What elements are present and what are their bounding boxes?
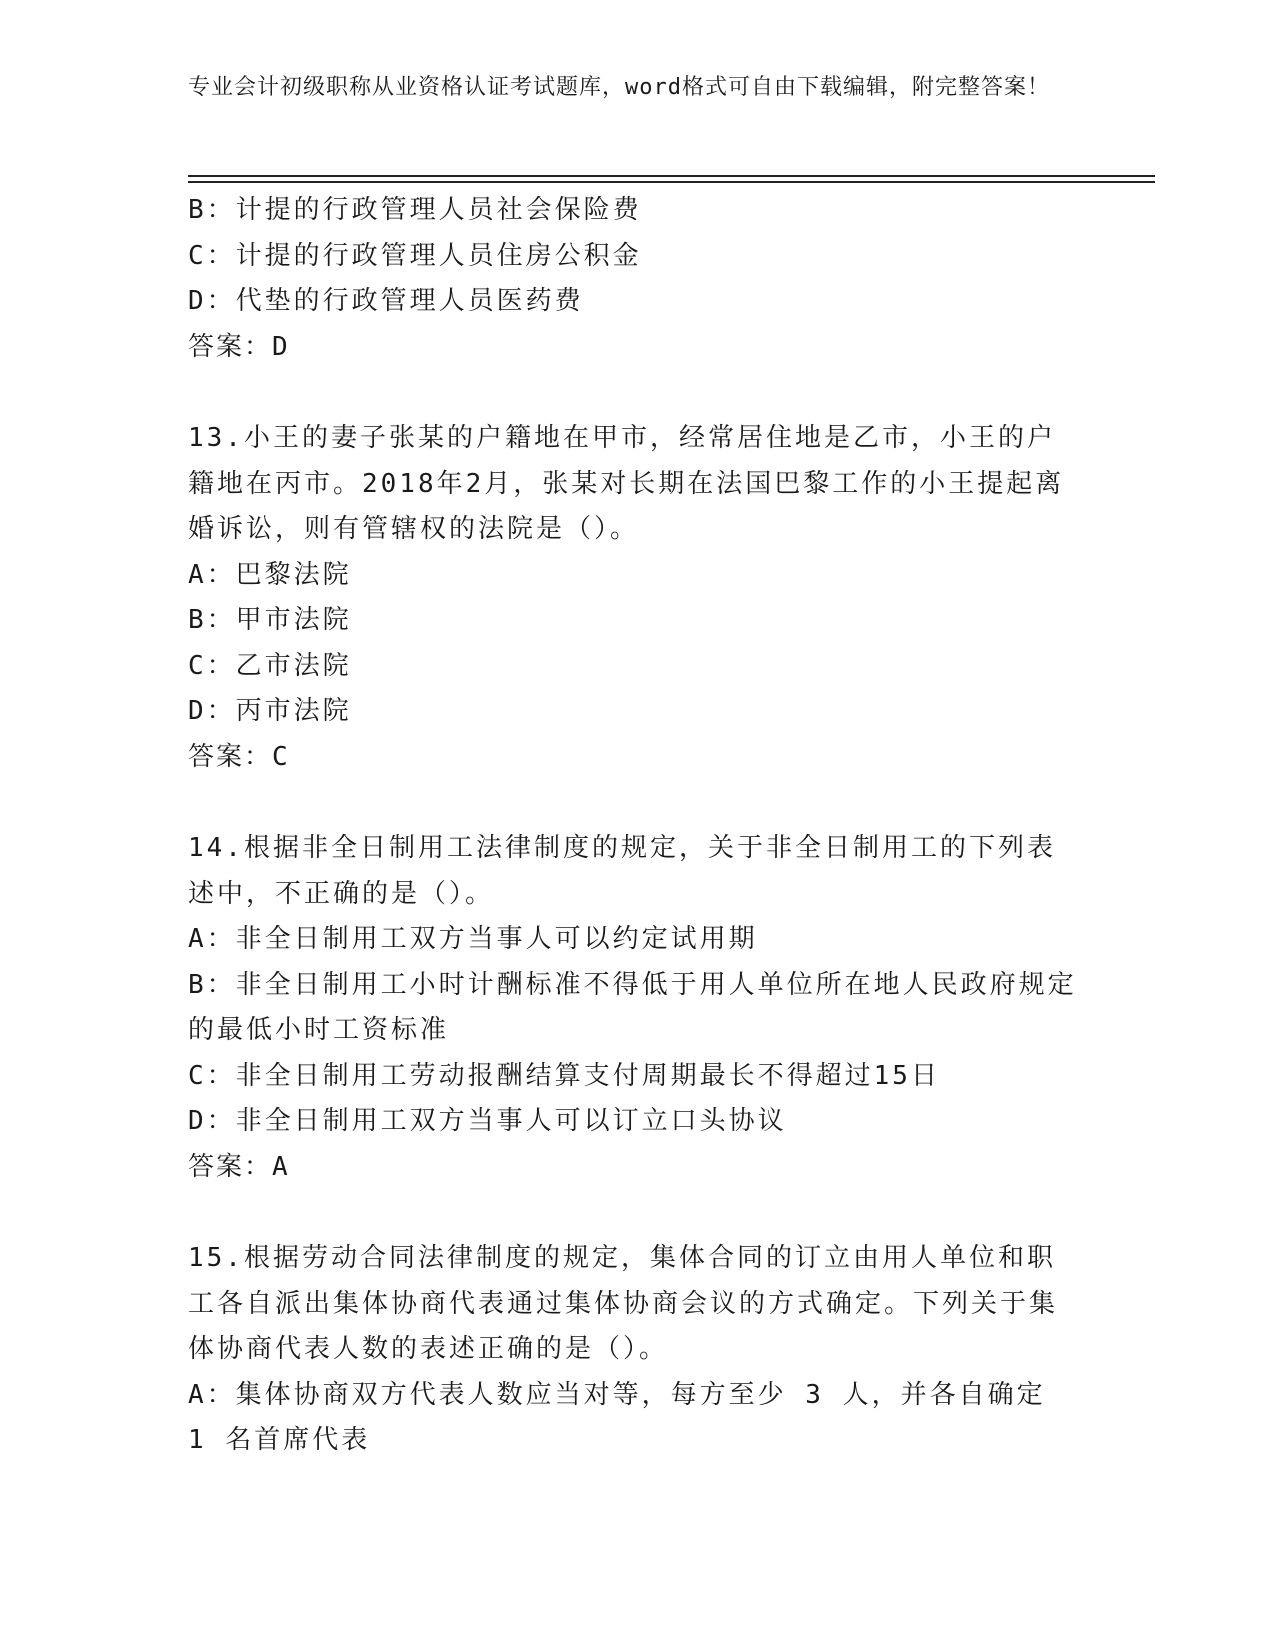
question-content (188, 188, 1078, 1464)
option-c: C：非全日制用工劳动报酬结算支付周期最长不得超过15日 (188, 1060, 940, 1091)
option-a: A：集体协商双方代表人数应当对等，每方至少 3 人，并各自确定 1 名首席代表 (188, 1379, 1046, 1455)
option-b: B：计提的行政管理人员社会保险费 (188, 195, 642, 225)
option-a: A：巴黎法院 (188, 559, 352, 590)
question-stem: 14.根据非全日制用工法律制度的规定，关于非全日制用工的下列表述中，不正确的是（）。 (188, 833, 1056, 909)
option-d: D：丙市法院 (188, 696, 352, 726)
option-c: C：计提的行政管理人员住房公积金 (188, 240, 642, 271)
question-15 (188, 1236, 1078, 1464)
option-d: D：非全日制用工双方当事人可以订立口头协议 (188, 1106, 787, 1136)
option-b: B：非全日制用工小时计酬标准不得低于用人单位所在地人民政府规定的最低小时工资标准 (188, 969, 1077, 1045)
option-c: C：乙市法院 (188, 650, 352, 681)
answer: 答案：C (188, 741, 290, 772)
answer: 答案：D (188, 331, 290, 362)
option-b: B：甲市法院 (188, 605, 352, 635)
document-header (188, 72, 1068, 104)
answer: 答案：A (188, 1151, 290, 1182)
question-12-continuation (188, 188, 1078, 370)
header-text: 专业会计初级职称从业资格认证考试题库，word格式可自由下载编辑，附完整答案！ (188, 75, 1050, 100)
question-stem: 15.根据劳动合同法律制度的规定，集体合同的订立由用人单位和职工各自派出集体协商代表通过集体协商会议的方式确定。下列关于集体协商代表人数的表述正确的是（）。 (188, 1243, 1059, 1364)
option-a: A：非全日制用工双方当事人可以约定试用期 (188, 924, 758, 954)
question-14 (188, 826, 1078, 1190)
question-stem: 13.小王的妻子张某的户籍地在甲市，经常居住地是乙市，小王的户籍地在丙市。2018年2月，张某对长期在法国巴黎工作的小王提起离婚诉讼，则有管辖权的法院是（）。 (188, 423, 1065, 544)
header-rule-bottom (188, 181, 1155, 183)
option-d: D：代垫的行政管理人员医药费 (188, 286, 584, 316)
question-13 (188, 416, 1078, 780)
header-rule-top (188, 175, 1155, 177)
